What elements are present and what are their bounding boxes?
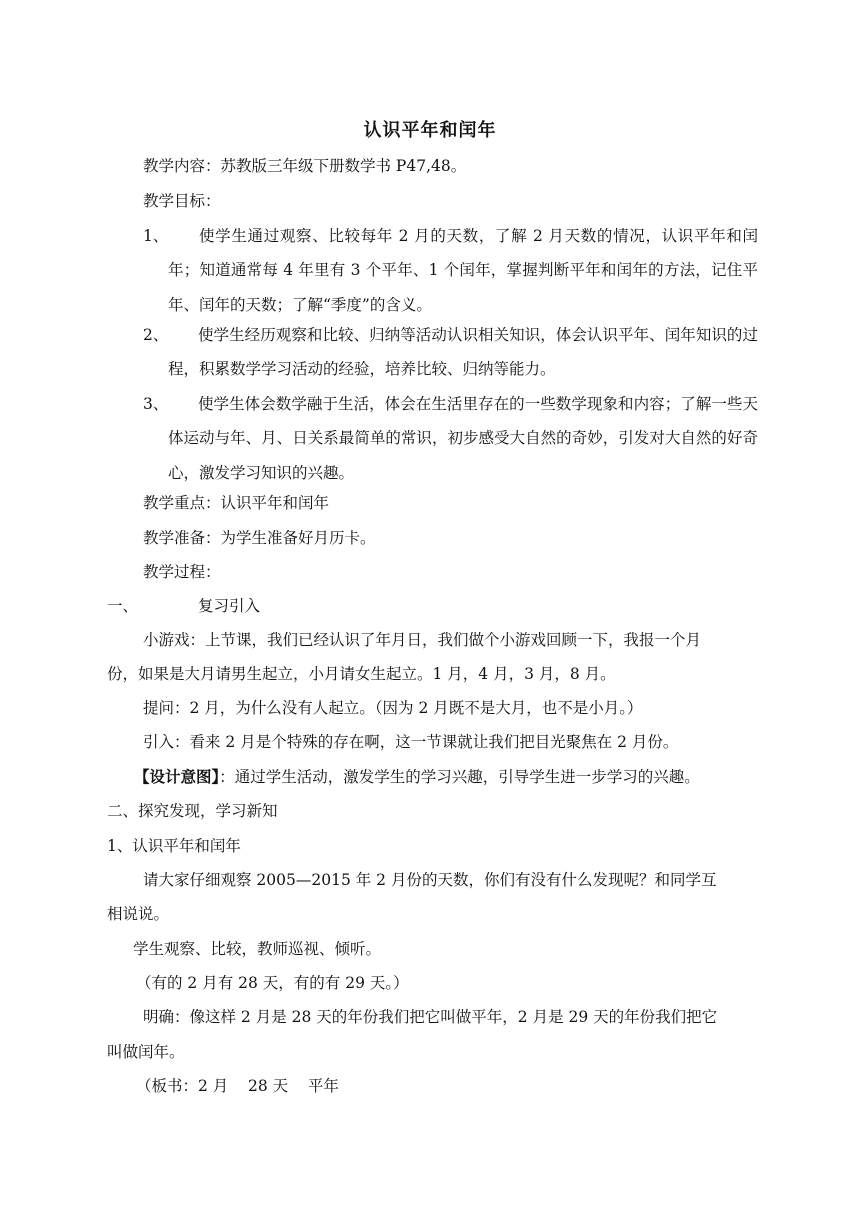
goal-1-text: 使学生通过观察、比较每年 2 月的天数，了解 2 月天数的情况，认识平年和闰年；知道通常每 4 年里有 3 个平年、1 个闰年，掌握判断平年和闰年的方法，记住平年、闰年的天数；了解“季度”的含义。	[168, 227, 758, 314]
answer: （有的 2 月有 28 天，有的有 29 天。）	[136, 974, 409, 992]
board-note: （板书：2 月 28 天 平年	[136, 1077, 339, 1095]
page-title: 认识平年和闰年	[363, 120, 497, 141]
goal-1-number: 1、	[143, 227, 169, 245]
teaching-content: 教学内容：苏教版三年级下册数学书 P47,48。	[143, 157, 467, 175]
game-line-2: 份，如果是大月请男生起立，小月请女生起立。1 月，4 月，3 月，8 月。	[107, 665, 616, 683]
design-label: 【设计意图】	[134, 768, 220, 786]
sub1-heading: 1、认识平年和闰年	[107, 837, 241, 855]
students-activity: 学生观察、比较，教师巡视、倾听。	[133, 940, 382, 958]
observe-line-2: 相说说。	[107, 905, 170, 923]
section2-heading: 二、探究发现，学习新知	[107, 802, 278, 820]
question: 提问：2 月，为什么没有人起立。（因为 2 月既不是大月，也不是小月。）	[143, 699, 643, 717]
process-label: 教学过程：	[143, 563, 221, 581]
preparation: 教学准备：为学生准备好月历卡。	[143, 529, 376, 547]
section1-title: 复习引入	[198, 597, 261, 615]
clarify-line-1: 明确：像这样 2 月是 28 天的年份我们把它叫做平年，2 月是 29 天的年份我们把它	[143, 1008, 718, 1026]
design-intent	[134, 766, 700, 788]
goals-label: 教学目标：	[143, 192, 221, 210]
clarify-line-2: 叫做闰年。	[107, 1043, 185, 1061]
design-text: ：通过学生活动，激发学生的学习兴趣，引导学生进一步学习的兴趣。	[219, 768, 700, 786]
goal-3-text: 使学生体会数学融于生活，体会在生活里存在的一些数学现象和内容；了解一些天体运动与年、月、日关系最简单的常识，初步感受大自然的奇妙，引发对大自然的好奇心，激发学习知识的兴趣。	[168, 395, 758, 482]
intro: 引入：看来 2 月是个特殊的存在啊，这一节课就让我们把目光聚焦在 2 月份。	[143, 733, 679, 751]
goal-2-text: 使学生经历观察和比较、归纳等活动认识相关知识，体会认识平年、闰年知识的过程，积累数学学习活动的经验，培养比较、归纳等能力。	[168, 326, 758, 379]
section1-number: 一、	[107, 597, 139, 615]
observe-line-1: 请大家仔细观察 2005—2015 年 2 月份的天数，你们有没有什么发现呢？和同学互	[143, 871, 717, 889]
key-point: 教学重点：认识平年和闰年	[143, 494, 330, 512]
goal-3-number: 3、	[143, 395, 169, 413]
goal-2-number: 2、	[143, 326, 169, 344]
game-line-1: 小游戏：上节课，我们已经认识了年月日，我们做个小游戏回顾一下，我报一个月	[143, 631, 702, 649]
